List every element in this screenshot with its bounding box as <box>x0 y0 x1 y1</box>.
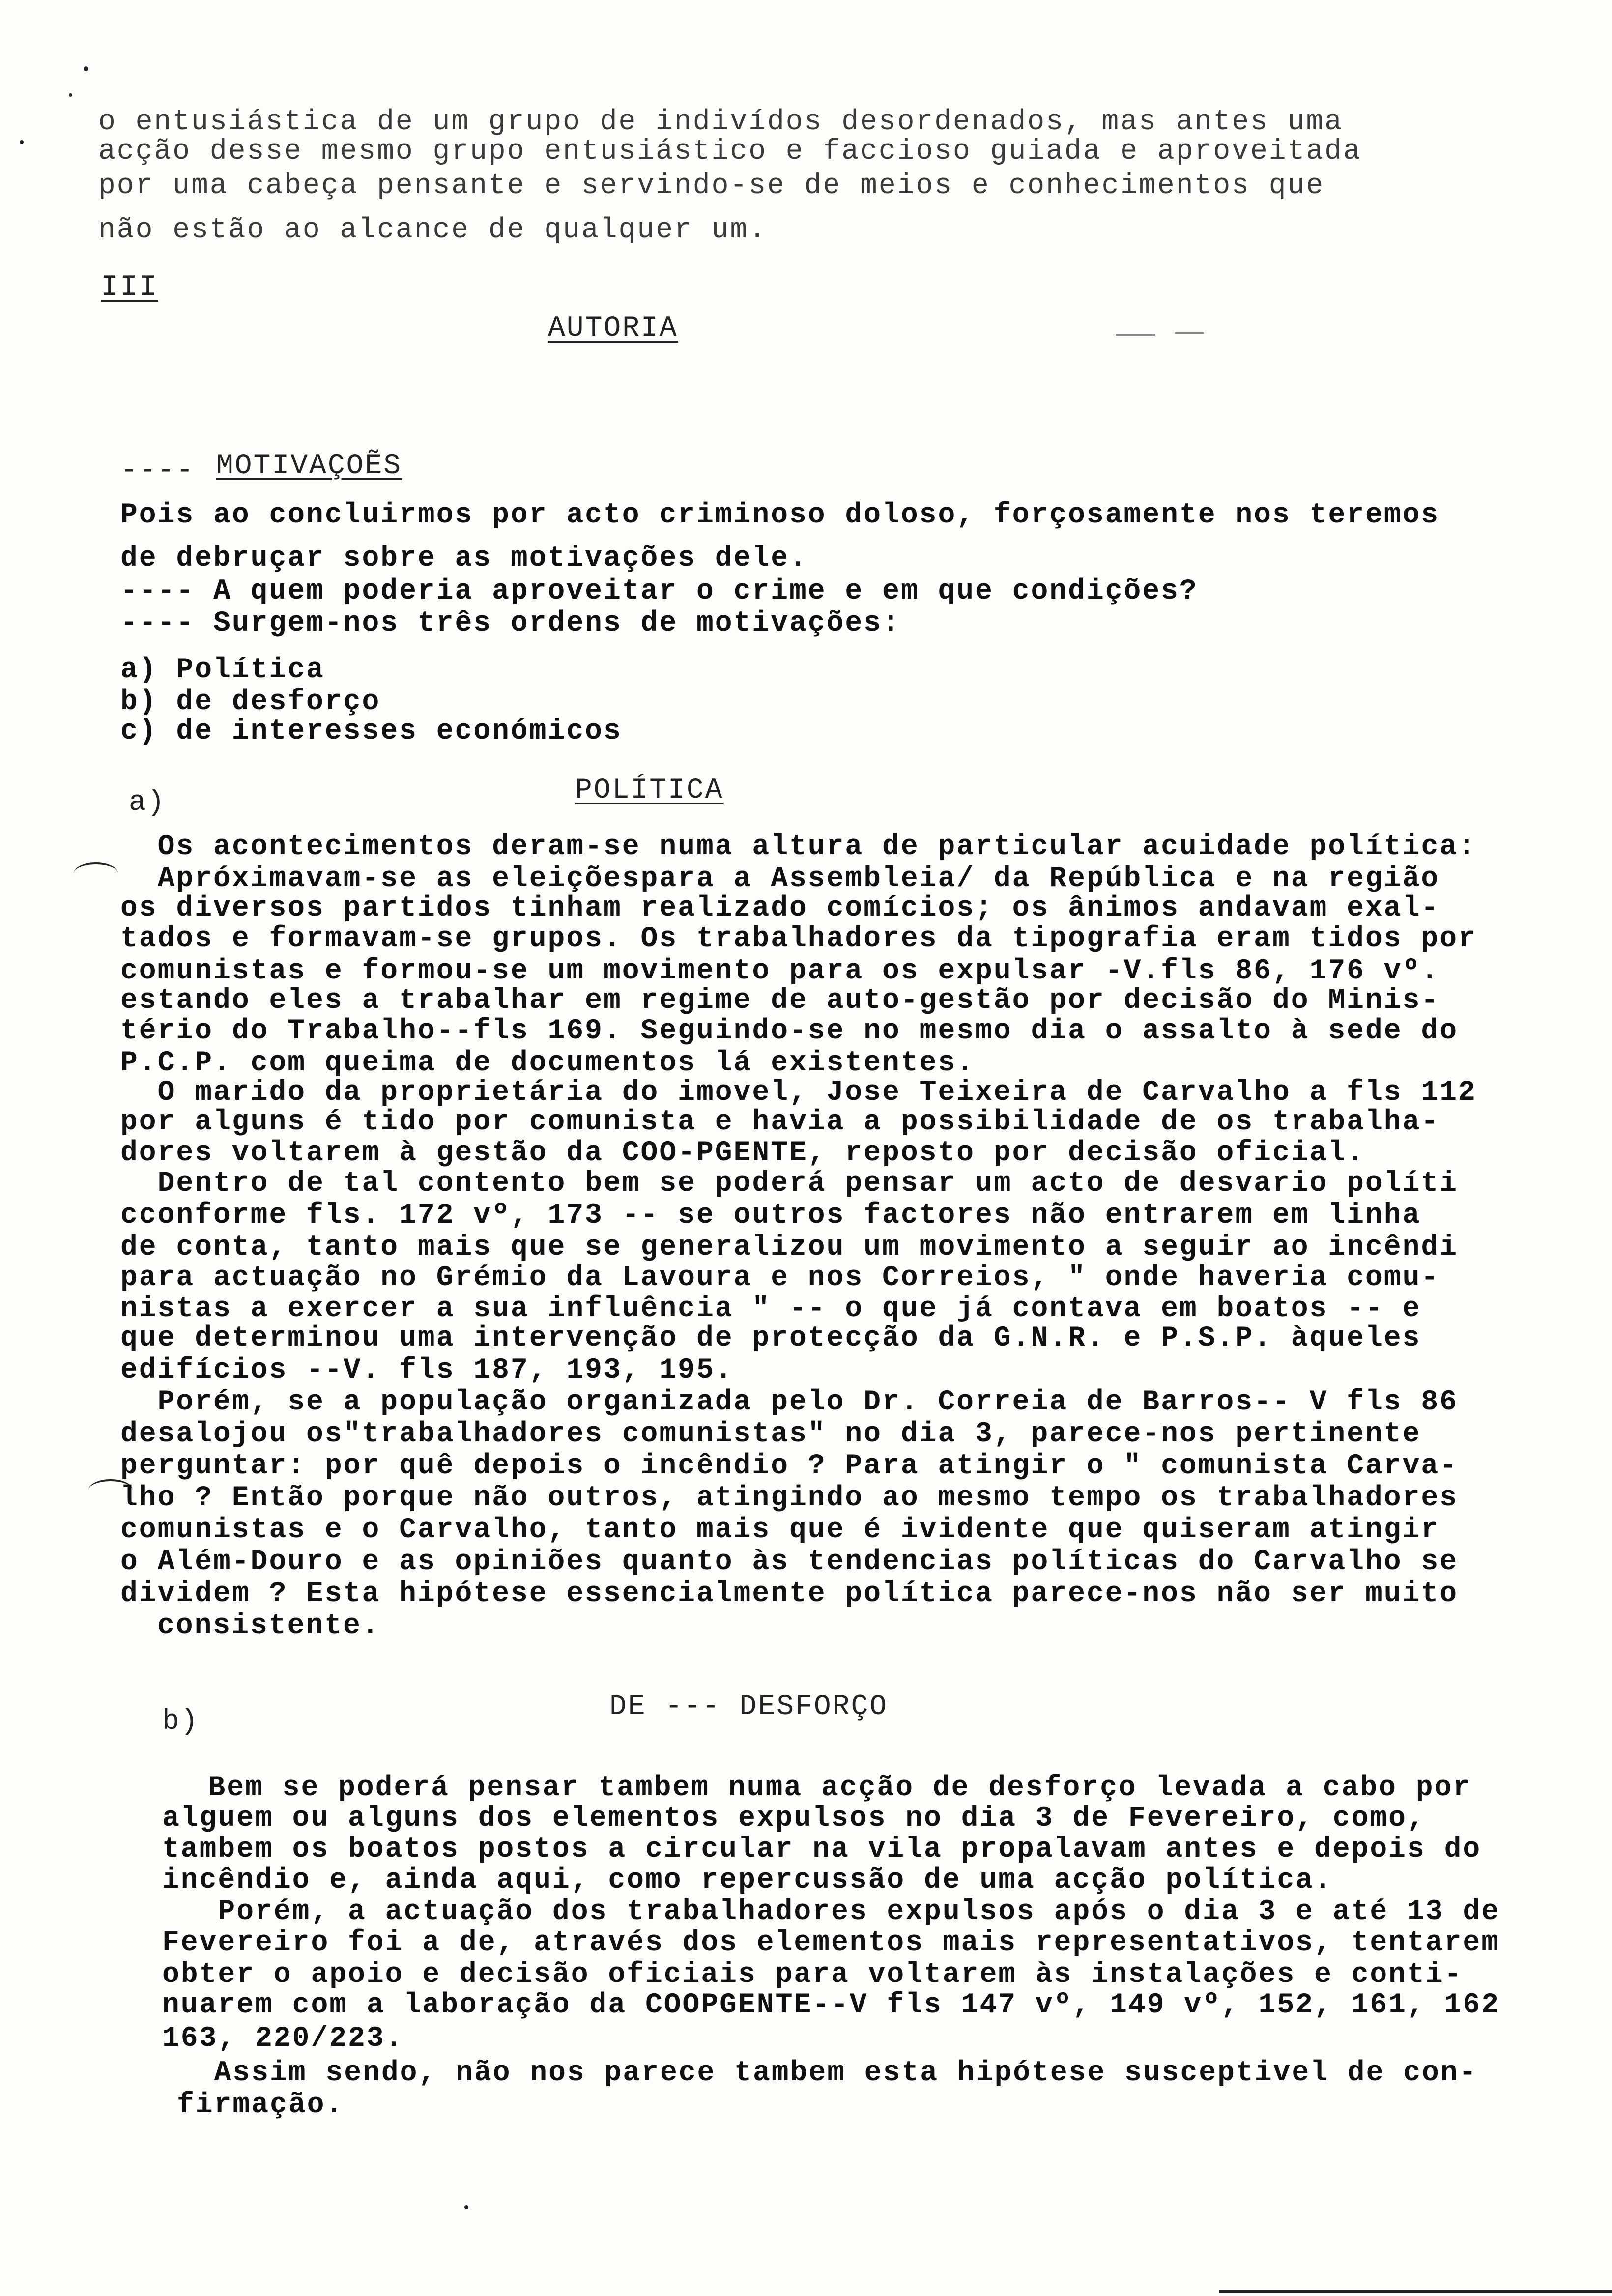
politica-line: Dentro de tal contento bem se poderá pensar um acto de desvario políti <box>120 1168 1459 1200</box>
motive-line: ---- A quem poderia aproveitar o crime e em que condições? <box>120 575 1198 607</box>
politica-line: lho ? Então porque não outros, atingindo ao mesmo tempo os trabalhadores <box>120 1482 1459 1514</box>
politica-line: dores voltarem à gestão da COO-PGENTE, reposto por decisão oficial. <box>120 1137 1365 1169</box>
politica-title: POLÍTICA <box>575 775 724 806</box>
politica-line: Porém, se a população organizada pelo Dr. Correia de Barros-- V fls 86 <box>120 1386 1459 1418</box>
desforco-line: firmação. <box>177 2089 345 2121</box>
section-title: AUTORIA <box>548 313 678 344</box>
politica-line: cconforme fls. 172 vº, 173 -- se outros factores não entrarem em linha <box>120 1200 1421 1232</box>
motive-line: Pois ao concluirmos por acto criminoso doloso, forçosamente nos teremos <box>120 499 1440 531</box>
politica-line: comunistas e formou-se um movimento para os expulsar -V.fls 86, 176 vº. <box>120 955 1440 987</box>
politica-line: estando eles a trabalhar em regime de auto-gestão por decisão do Minis- <box>120 985 1440 1017</box>
politica-line: O marido da proprietária do imovel, Jose Teixeira de Carvalho a fls 112 <box>120 1077 1477 1109</box>
desforco-line: incêndio e, ainda aqui, como repercussão de uma acção política. <box>162 1865 1333 1896</box>
motive-list-item: a) Política <box>120 654 325 686</box>
desforco-line: Bem se poderá pensar tambem numa acção de desforço levada a cabo por <box>152 1772 1472 1804</box>
politica-line: o Além-Douro e as opiniões quanto às tendencias políticas do Carvalho se <box>120 1546 1459 1578</box>
desforco-line: Fevereiro foi a de, através dos elementos mais representativos, tentarem <box>162 1927 1500 1959</box>
motive-line: ---- Surgem-nos três ordens de motivações: <box>120 607 901 639</box>
politica-line: de conta, tanto mais que se generalizou um movimento a seguir ao incêndi <box>120 1232 1459 1263</box>
scan-speck <box>1175 332 1204 334</box>
desforco-letter: b) <box>162 1706 200 1738</box>
desforco-line: nuarem com a laboração da COOPGENTE--V fls 147 vº, 149 vº, 152, 161, 162 <box>162 1989 1500 2021</box>
desforco-title: DE --- DESFORÇO <box>609 1691 889 1723</box>
desforco-line: tambem os boatos postos a circular na vila propalavam antes e depois do <box>162 1834 1482 1866</box>
page-edge-line <box>1219 2290 1612 2293</box>
politica-line: Os acontecimentos deram-se numa altura de particular acuidade política: <box>120 831 1477 863</box>
scan-dot <box>69 93 72 97</box>
desforco-line: Assim sendo, não nos parece tambem esta hipótese susceptivel de con- <box>177 2057 1478 2089</box>
politica-line: nistas a exercer a sua influência " -- o que já contava em boatos -- e <box>120 1293 1421 1325</box>
desforco-line: Porém, a actuação dos trabalhadores expulsos após o dia 3 e até 13 de <box>162 1896 1500 1928</box>
scan-dot <box>464 2205 468 2209</box>
desforco-line: obter o apoio e decisão oficiais para voltarem às instalações e conti- <box>162 1959 1463 1991</box>
section-number: III <box>101 271 159 304</box>
intro-line: acção desse mesmo grupo entusiástico e faccioso guiada e aproveitada <box>98 136 1362 168</box>
politica-line: que determinou uma intervenção de protecção da G.N.R. e P.S.P. àqueles <box>120 1322 1421 1354</box>
scan-dot <box>20 140 24 144</box>
intro-line: o entusiástica de um grupo de indivídos desordenados, mas antes uma <box>98 106 1343 138</box>
motivacoes-prefix: ---- <box>120 455 195 487</box>
motive-list-item: c) de interesses económicos <box>120 716 622 747</box>
politica-line: para actuação no Grémio da Lavoura e nos Correios, " onde haveria comu- <box>120 1262 1440 1294</box>
politica-letter: a) <box>129 787 166 819</box>
intro-line: por uma cabeça pensante e servindo-se de meios e conhecimentos que <box>98 170 1325 202</box>
margin-mark <box>74 862 118 884</box>
scan-speck <box>1116 334 1155 336</box>
politica-line: consistente. <box>157 1610 380 1642</box>
politica-line: tados e formavam-se grupos. Os trabalhadores da tipografia eram tidos por <box>120 923 1477 955</box>
politica-line: P.C.P. com queima de documentos lá existentes. <box>120 1047 976 1079</box>
politica-line: perguntar: por quê depois o incêndio ? Para atingir o " comunista Carva- <box>120 1450 1459 1482</box>
scan-dot <box>84 66 88 71</box>
desforco-line: alguem ou alguns dos elementos expulsos no dia 3 de Fevereiro, como, <box>162 1803 1426 1835</box>
motivacoes-title: MOTIVAÇOẼS <box>216 450 403 482</box>
politica-line: os diversos partidos tinham realizado comícios; os ânimos andavam exal- <box>120 892 1440 924</box>
politica-line: por alguns é tido por comunista e havia a possibilidade de os trabalha- <box>120 1106 1440 1138</box>
politica-line: tério do Trabalho--fls 169. Seguindo-se no mesmo dia o assalto à sede do <box>120 1015 1459 1047</box>
politica-line: comunistas e o Carvalho, tanto mais que é ividente que quiseram atingir <box>120 1514 1440 1546</box>
politica-line: desalojou os"trabalhadores comunistas" no dia 3, parece-nos pertinente <box>120 1418 1421 1450</box>
desforco-line: 163, 220/223. <box>162 2023 404 2055</box>
politica-line: edifícios --V. fls 187, 193, 195. <box>120 1354 734 1386</box>
motive-line: de debruçar sobre as motivações dele. <box>120 543 808 574</box>
intro-line: não estão ao alcance de qualquer um. <box>98 214 768 246</box>
politica-line: dividem ? Esta hipótese essencialmente política parece-nos não ser muito <box>120 1578 1459 1610</box>
motive-list-item: b) de desforço <box>120 686 381 718</box>
politica-line: Apróximavam-se as eleiçõespara a Assembleia/ da República e na região <box>120 863 1440 895</box>
